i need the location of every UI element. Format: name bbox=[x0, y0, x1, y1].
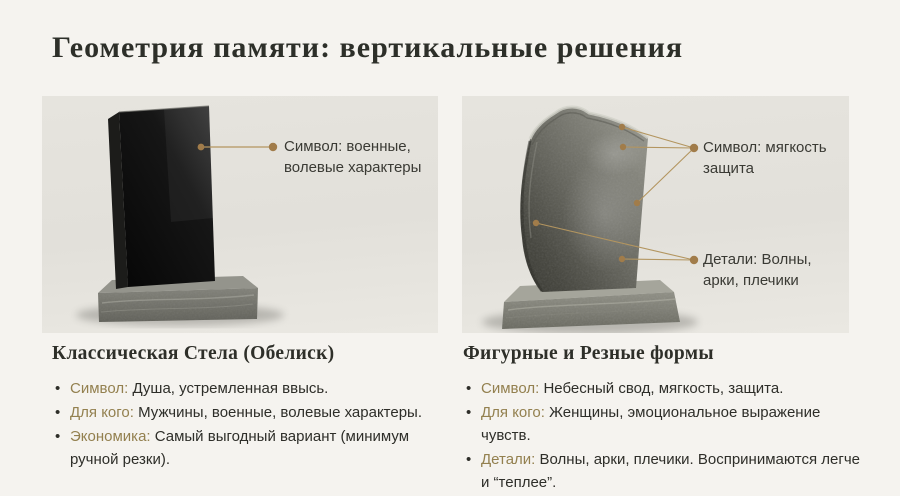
bullet-label: Для кого: bbox=[481, 404, 545, 421]
bullet-text: Волны, арки, плечики. Воспринимаются легче и “теплее”. bbox=[481, 451, 860, 491]
section-heading: Классическая Стела (Обелиск) bbox=[52, 343, 335, 364]
list-item bbox=[52, 401, 444, 424]
page-title: Геометрия памяти: вертикальные решения bbox=[52, 31, 684, 64]
panel-classic-stela bbox=[42, 96, 438, 333]
bullet-label: Для кого: bbox=[70, 404, 134, 421]
bullet-label: Символ: bbox=[481, 380, 540, 397]
bullet-label: Экономика: bbox=[70, 428, 151, 445]
callout-line: защита bbox=[703, 160, 754, 177]
bullet-text: Самый выгодный вариант (минимум ручной резки). bbox=[70, 428, 410, 468]
bullet-text: Женщины, эмоциональное выражение чувств. bbox=[481, 404, 821, 444]
section-figured-forms bbox=[463, 343, 865, 495]
list-item bbox=[463, 377, 865, 400]
bullet-label: Детали: bbox=[481, 451, 536, 468]
callout-line: Символ: военные, bbox=[284, 138, 411, 155]
bullet-label: Символ: bbox=[70, 380, 129, 397]
bullet-list bbox=[463, 377, 865, 494]
callout-symbol-classic bbox=[284, 136, 421, 178]
list-item bbox=[463, 448, 865, 494]
section-classic-stela bbox=[52, 343, 444, 472]
list-item bbox=[463, 401, 865, 447]
callout-details-figured bbox=[703, 249, 812, 291]
bullet-text: Небесный свод, мягкость, защита. bbox=[543, 380, 784, 397]
bullet-text: Мужчины, военные, волевые характеры. bbox=[138, 404, 423, 421]
callout-line: Детали: Волны, bbox=[703, 251, 812, 268]
bullet-list bbox=[52, 377, 444, 471]
bullet-text: Душа, устремленная ввысь. bbox=[132, 380, 329, 397]
callout-line: Символ: мягкость bbox=[703, 139, 827, 156]
list-item bbox=[52, 425, 444, 471]
callout-line: волевые характеры bbox=[284, 159, 422, 176]
section-heading: Фигурные и Резные формы bbox=[463, 343, 714, 364]
obelisk-monument-image bbox=[42, 96, 438, 333]
callout-symbol-figured bbox=[703, 137, 827, 179]
callout-line: арки, плечики bbox=[703, 272, 799, 289]
list-item bbox=[52, 377, 444, 400]
panel-figured-forms bbox=[462, 96, 849, 333]
figured-monument-image bbox=[462, 96, 849, 333]
